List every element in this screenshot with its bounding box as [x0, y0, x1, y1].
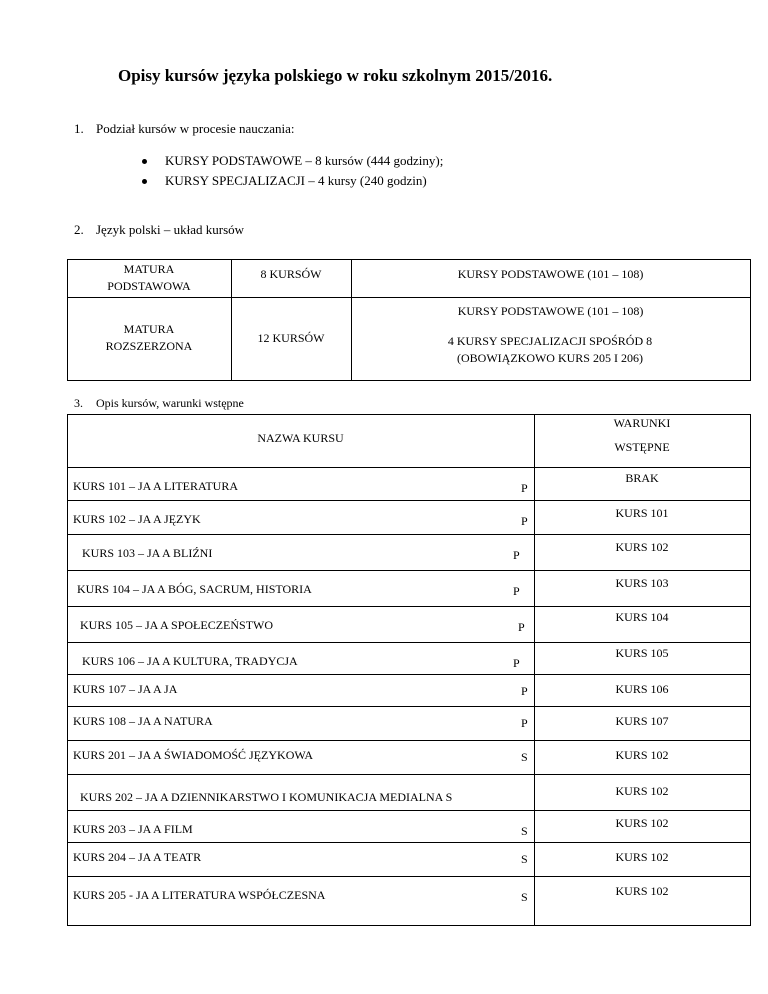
- course-name: KURS 205 - JA A LITERATURA WSPÓŁCZESNA: [73, 888, 326, 902]
- course-type: S: [521, 824, 528, 838]
- course-name: KURS 103 – JA A BLIŹNI: [82, 546, 213, 560]
- course-requirement: KURS 103: [615, 576, 669, 590]
- course-requirement: KURS 102: [615, 850, 669, 864]
- course-type: P: [513, 656, 520, 670]
- course-name: KURS 108 – JA A NATURA: [73, 714, 213, 728]
- desc-cell: KURSY PODSTAWOWE (101 – 108): [457, 304, 644, 318]
- level-cell: MATURA ROZSZERZONA: [105, 322, 193, 353]
- course-name: KURS 105 – JA A SPOŁECZEŃSTWO: [80, 618, 274, 632]
- level-cell: MATURA PODSTAWOWA: [107, 262, 191, 293]
- course-requirement: KURS 104: [615, 610, 669, 624]
- section-3-heading: [74, 396, 244, 411]
- row-divider: [67, 534, 751, 535]
- course-name: KURS 204 – JA A TEATR: [73, 850, 202, 864]
- count-cell: 8 KURSÓW: [260, 267, 322, 281]
- row-divider: [67, 774, 751, 775]
- course-requirement: KURS 102: [615, 884, 669, 898]
- row-divider: [67, 570, 751, 571]
- row-divider: [67, 500, 751, 501]
- column-header-req: WSTĘPNE: [614, 440, 670, 454]
- row-divider: [67, 842, 751, 843]
- bullet-text: KURSY PODSTAWOWE – 8 kursów (444 godziny);: [165, 153, 444, 168]
- course-type: P: [521, 716, 528, 730]
- document-title: Opisy kursów języka polskiego w roku szkolnym 2015/2016.: [118, 66, 553, 85]
- section-number: 2.: [74, 222, 84, 237]
- row-divider: [67, 810, 751, 811]
- section-number: 3.: [74, 396, 83, 410]
- course-type: P: [513, 548, 520, 562]
- course-requirement: KURS 105: [615, 646, 669, 660]
- row-divider: [67, 876, 751, 877]
- row-divider: [67, 740, 751, 741]
- course-type: P: [521, 514, 528, 528]
- course-requirement: KURS 101: [615, 506, 669, 520]
- count-cell: 12 KURSÓW: [257, 331, 325, 345]
- course-type: P: [518, 620, 525, 634]
- course-type: S: [521, 750, 528, 764]
- course-requirement: KURS 102: [615, 748, 669, 762]
- column-header-name: NAZWA KURSU: [257, 431, 344, 445]
- course-name: KURS 106 – JA A KULTURA, TRADYCJA: [82, 654, 298, 668]
- column-header-req: WARUNKI: [613, 416, 671, 430]
- course-type: P: [521, 684, 528, 698]
- course-name: KURS 101 – JA A LITERATURA: [73, 479, 239, 493]
- row-divider: [67, 706, 751, 707]
- course-requirement: BRAK: [625, 471, 659, 485]
- section-1-heading: [74, 121, 295, 137]
- course-requirement: KURS 102: [615, 784, 669, 798]
- course-name: KURS 201 – JA A ŚWIADOMOŚĆ JĘZYKOWA: [73, 748, 314, 762]
- course-type: P: [521, 481, 528, 495]
- row-divider: [67, 642, 751, 643]
- course-type: P: [513, 584, 520, 598]
- row-divider: [67, 674, 751, 675]
- course-requirement: KURS 107: [615, 714, 669, 728]
- row-divider: [67, 606, 751, 607]
- section-title: Język polski – układ kursów: [96, 222, 245, 237]
- desc-cell: KURSY PODSTAWOWE (101 – 108): [457, 267, 644, 281]
- bullet-icon: [142, 159, 147, 164]
- section-2-heading: [74, 222, 244, 238]
- course-requirement: KURS 106: [615, 682, 669, 696]
- section-title: Opis kursów, warunki wstępne: [96, 396, 244, 410]
- course-name: KURS 102 – JA A JĘZYK: [73, 512, 201, 526]
- course-requirement: KURS 102: [615, 816, 669, 830]
- bullet-text: KURSY SPECJALIZACJI – 4 kursy (240 godzin): [165, 173, 427, 188]
- course-name: KURS 203 – JA A FILM: [73, 822, 193, 836]
- course-type: S: [521, 852, 528, 866]
- course-type: S: [521, 890, 528, 904]
- section-title: Podział kursów w procesie nauczania:: [96, 121, 295, 136]
- section-number: 1.: [74, 121, 84, 136]
- course-name: KURS 104 – JA A BÓG, SACRUM, HISTORIA: [77, 582, 312, 596]
- desc-cell: 4 KURSY SPECJALIZACJI SPOŚRÓD 8 (OBOWIĄZKOWO KURS 205 I 206): [447, 334, 653, 365]
- bullet-icon: [142, 179, 147, 184]
- course-requirement: KURS 102: [615, 540, 669, 554]
- course-name: KURS 107 – JA A JA: [73, 682, 178, 696]
- course-name: KURS 202 – JA A DZIENNIKARSTWO I KOMUNIKACJA MEDIALNA S: [80, 790, 453, 804]
